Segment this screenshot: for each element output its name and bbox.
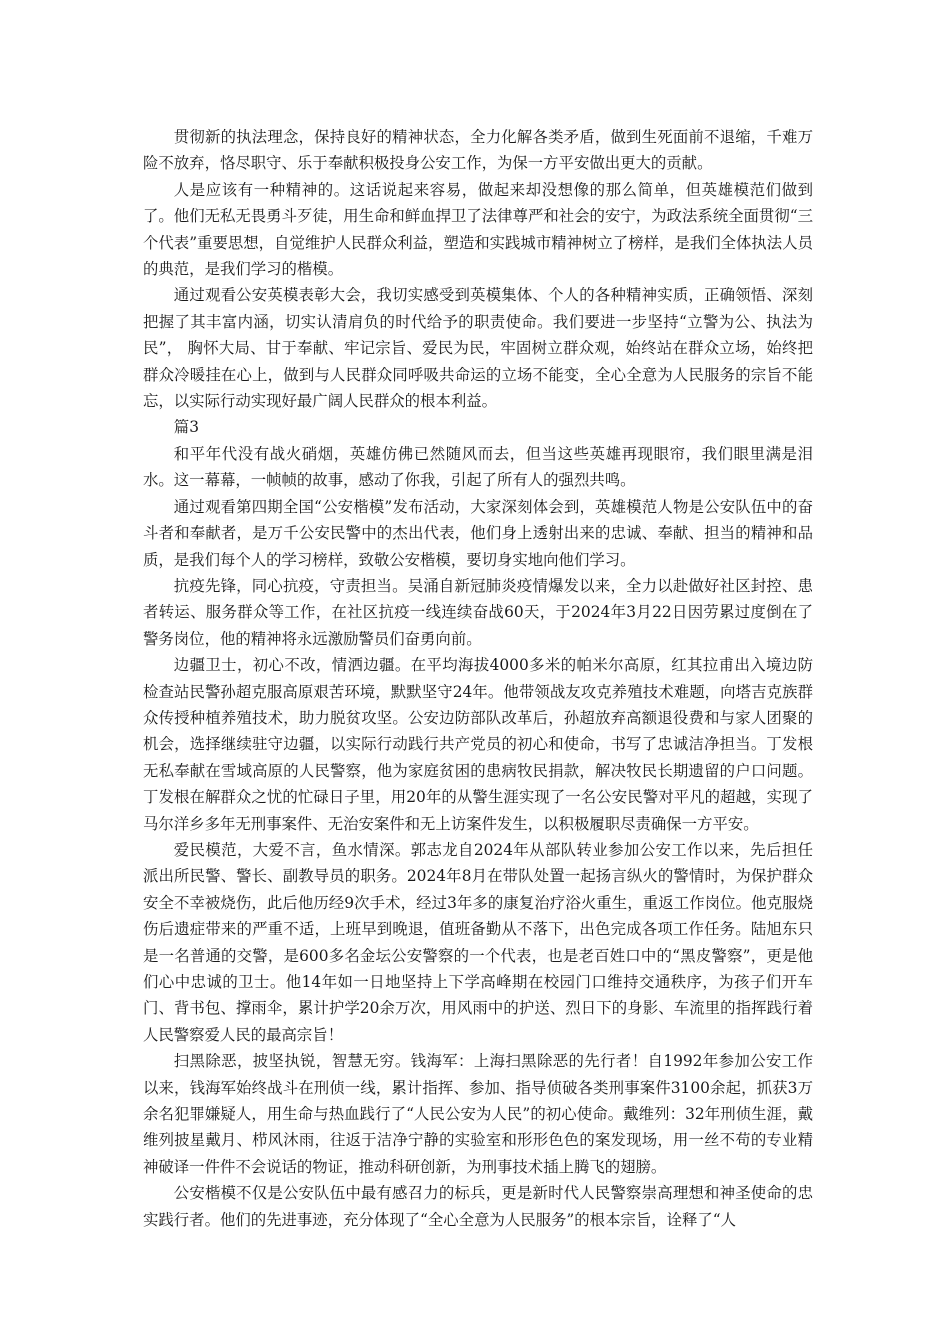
- paragraph: 人是应该有一种精神的。这话说起来容易，做起来却没想像的那么简单，但英雄模范们做到了。他们无私无畏勇斗歹徒，用生命和鲜血捍卫了法律尊严和社会的安宁，为政法系统全面贯彻“三个代表”重要思想，自觉维护人民群众利益，塑造和实践城市精神树立了榜样，是我们全体执法人员的典范，是我们学习的楷模。: [143, 180, 813, 279]
- paragraph: 通过观看公安英模表彰大会，我切实感受到英模集体、个人的各种精神实质，正确领悟、深刻把握了其丰富内涵，切实认清肩负的时代给予的职责使命。我们要进一步坚持“立警为公、执法为民”， 胸怀大局、甘于奉献、牢记宗旨、爱民为民，牢固树立群众观，始终站在群众立场，始终把群众冷暖挂在心上，做到与人民群众同呼吸共命运的立场不能变，全心全意为人民服务的宗旨不能忘，以实际行动实现好最广阔人民群众的根本利益。: [143, 286, 813, 411]
- paragraph: 抗疫先锋，同心抗疫，守责担当。吴涌自新冠肺炎疫情爆发以来，全力以赴做好社区封控、患者转运、服务群众等工作，在社区抗疫一线连续奋战60天，于2024年3月22日因劳累过度倒在了警务岗位，他的精神将永远激励警员们奋勇向前。: [143, 576, 813, 648]
- paragraph: 扫黑除恶，披坚执锐，智慧无穷。钱海军：上海扫黑除恶的先行者！自1992年参加公安工作以来，钱海军始终战斗在刑侦一线，累计指挥、参加、指导侦破各类刑事案件3100余起，抓获3万余名犯罪嫌疑人，用生命与热血践行了“人民公安为人民”的初心使命。戴维列：32年刑侦生涯，戴维列披星戴月、栉风沐雨，往返于洁净宁静的实验室和形形色色的案发现场，用一丝不苟的专业精神破译一件件不会说话的物证，推动科研创新，为刑事技术插上腾飞的翅膀。: [143, 1052, 813, 1176]
- paragraph: 和平年代没有战火硝烟，英雄仿佛已然随风而去，但当这些英雄再现眼帘，我们眼里满是泪水。这一幕幕，一帧帧的故事，感动了你我，引起了所有人的强烈共鸣。: [143, 444, 813, 490]
- document-body: [143, 124, 813, 1233]
- paragraph: 贯彻新的执法理念，保持良好的精神状态，全力化解各类矛盾，做到生死面前不退缩，千难万险不放弃，恪尽职守、乐于奉献积极投身公安工作，为保一方平安做出更大的贡献。: [143, 128, 813, 173]
- paragraph: 公安楷模不仅是公安队伍中最有感召力的标兵，更是新时代人民警察崇高理想和神圣使命的忠实践行者。他们的先进事迹，充分体现了“全心全意为人民服务”的根本宗旨，诠释了“人: [143, 1184, 813, 1229]
- section-heading: 篇3: [173, 418, 199, 437]
- paragraph: 爱民模范，大爱不言，鱼水情深。郭志龙自2024年从部队转业参加公安工作以来，先后担任派出所民警、警长、副教导员的职务。2024年8月在带队处置一起扬言纵火的警情时，为保护群众安全不幸被烧伤，此后他历经9次手术，经过3年多的康复治疗浴火重生，重返工作岗位。他克服烧伤后遗症带来的严重不适，上班早到晚退，值班备勤从不落下，出色完成各项工作任务。陆旭东只是一名普通的交警，是600多名金坛公安警察的一个代表，也是老百姓口中的“黑皮警察”，更是他们心中忠诚的卫士。他14年如一日地坚持上下学高峰期在校园门口维持交通秩序，为孩子们开车门、背书包、撑雨伞，累计护学20余万次，用风雨中的护送、烈日下的身影、车流里的指挥践行着人民警察爱人民的最高宗旨！: [143, 840, 813, 1044]
- paragraph: 通过观看第四期全国“公安楷模”发布活动，大家深刻体会到，英雄模范人物是公安队伍中的奋斗者和奉献者，是万千公安民警中的杰出代表，他们身上透射出来的忠诚、奉献、担当的精神和品质，是我们每个人的学习榜样，致敬公安楷模，要切身实地向他们学习。: [143, 497, 813, 569]
- paragraph: 边疆卫士，初心不改，情洒边疆。在平均海拔4000多米的帕米尔高原，红其拉甫出入境边防检查站民警孙超克服高原艰苦环境，默默坚守24年。他带领战友攻克养殖技术难题，向塔吉克族群众传授种植养殖技术，助力脱贫攻坚。公安边防部队改革后，孙超放弃高额退役费和与家人团聚的机会，选择继续驻守边疆，以实际行动践行共产党员的初心和使命，书写了忠诚洁净担当。丁发根无私奉献在雪域高原的人民警察，他为家庭贫困的患病牧民捐款，解决牧民长期遗留的户口问题。丁发根在解群众之忧的忙碌日子里，用20年的从警生涯实现了一名公安民警对平凡的超越，实现了马尔洋乡多年无刑事案件、无治安案件和无上访案件发生，以积极履职尽责确保一方平安。: [143, 656, 813, 833]
